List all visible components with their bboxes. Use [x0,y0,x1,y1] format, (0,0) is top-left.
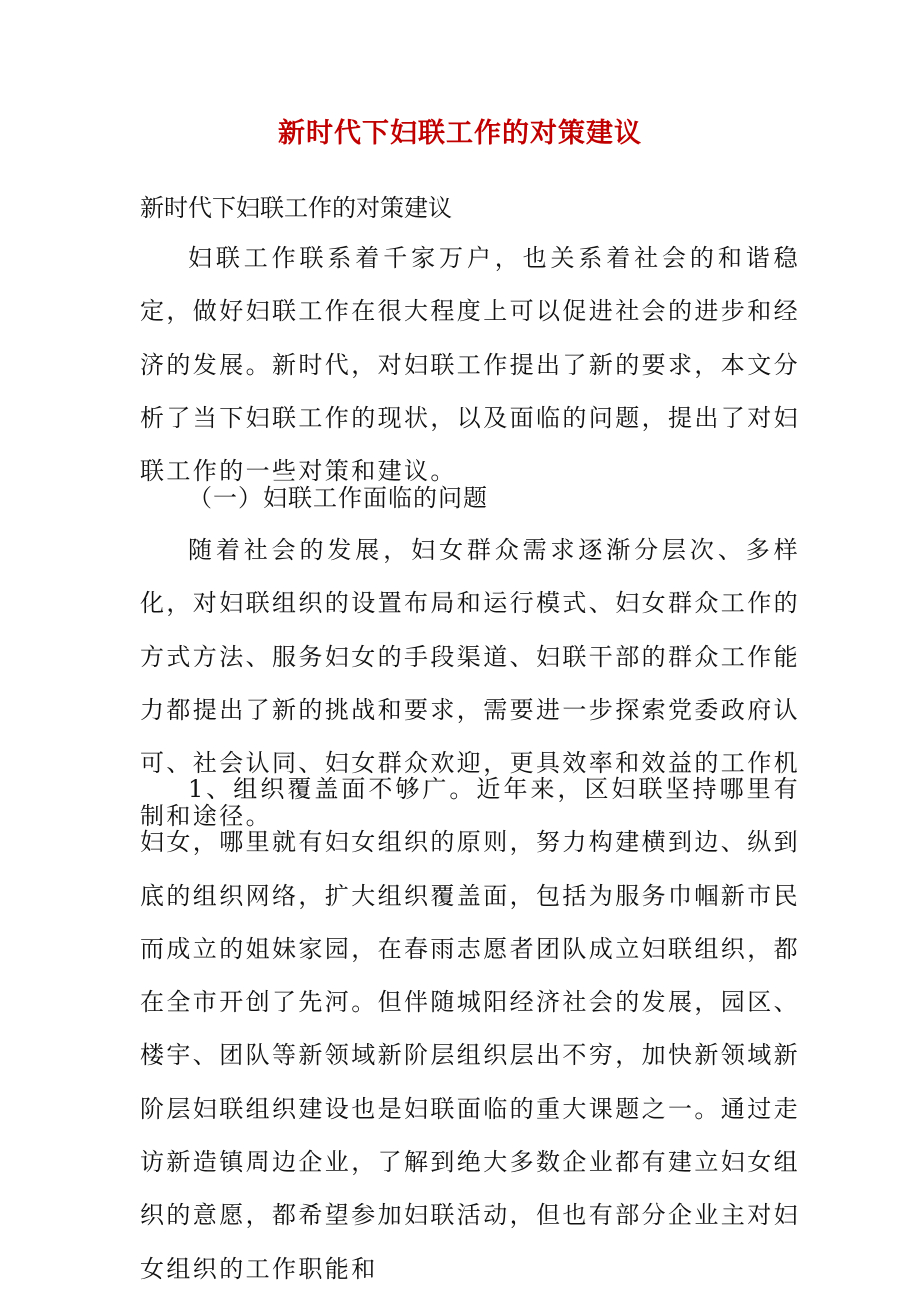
intro-paragraph: 妇联工作联系着千家万户，也关系着社会的和谐稳定，做好妇联工作在很大程度上可以促进社会的进步和经济的发展。新时代，对妇联工作提出了新的要求，本文分析了当下妇联工作的现状，以及面临的问题，提出了对妇联工作的一些对策和建议。 [140,244,800,486]
document-title: 新时代下妇联工作的对策建议 [278,118,642,149]
point-1-paragraph: 1、组织覆盖面不够广。近年来，区妇联坚持哪里有妇女，哪里就有妇女组织的原则，努力构建横到边、纵到底的组织网络，扩大组织覆盖面，包括为服务巾帼新市民而成立的姐妹家园，在春雨志愿者团队成立妇联组织，都在全市开创了先河。但伴随城阳经济社会的发展，园区、楼宇、团队等新领域新阶层组织层出不穷，加快新领域新阶层妇联组织建设也是妇联面临的重大课题之一。通过走访新造镇周边企业，了解到绝大多数企业都有建立妇女组织的意愿，都希望参加妇联活动，但也有部分企业主对妇女组织的工作职能和 [140,775,800,1283]
section-heading: （一）妇联工作面临的问题 [188,484,488,512]
document-subtitle: 新时代下妇联工作的对策建议 [140,194,452,222]
section-body-paragraph: 随着社会的发展，妇女群众需求逐渐分层次、多样化，对妇联组织的设置布局和运行模式、妇女群众工作的方式方法、服务妇女的手段渠道、妇联干部的群众工作能力都提出了新的挑战和要求，需要进一步探索党委政府认可、社会认同、妇女群众欢迎，更具效率和效益的工作机制和途径。 [140,536,800,831]
